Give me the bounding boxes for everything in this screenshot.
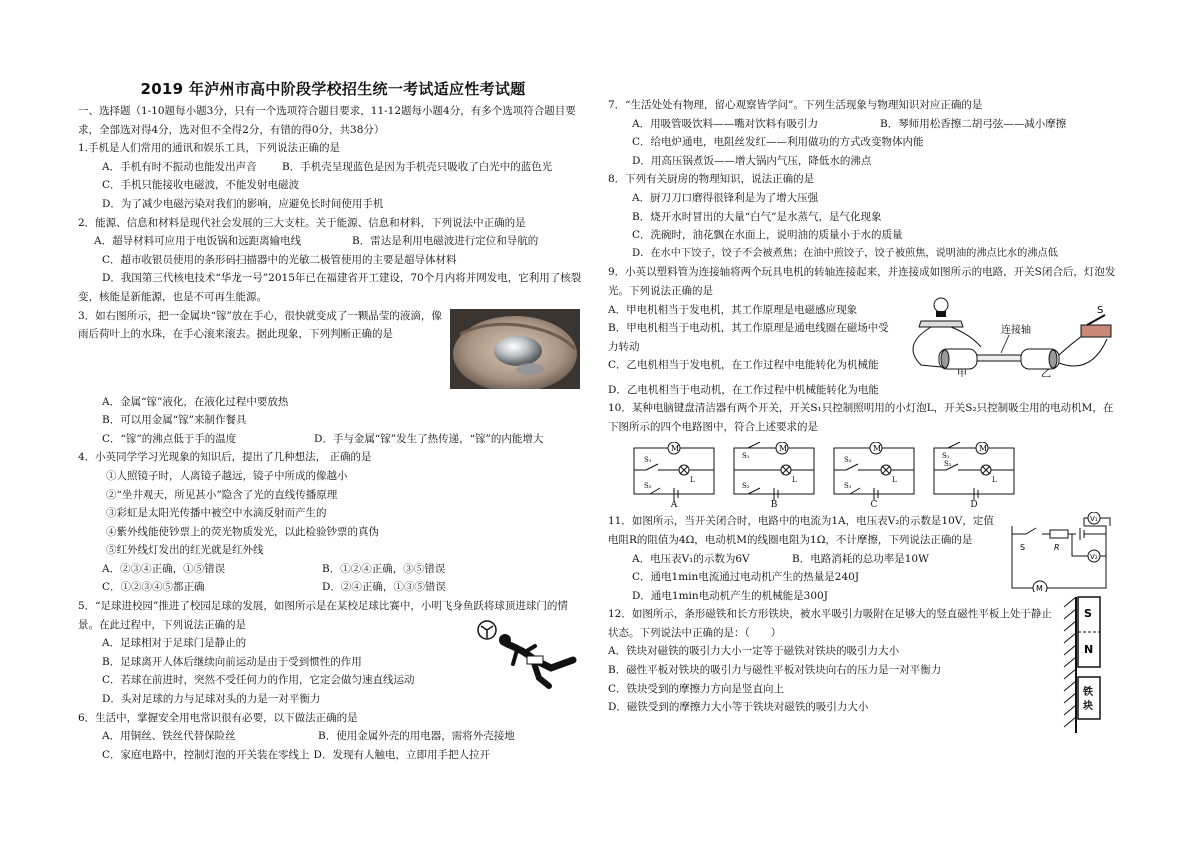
svg-text:L: L bbox=[892, 476, 897, 485]
question-1 bbox=[78, 139, 588, 213]
svg-text:S₁: S₁ bbox=[844, 482, 852, 491]
question-2 bbox=[78, 214, 588, 307]
circuit-a bbox=[630, 442, 718, 510]
statement-4: ④紫外线能使钞票上的荧光物质发光，以此检验钞票的真伪 bbox=[106, 525, 379, 538]
option-a: A．甲电机相当于发电机，其工作原理是电磁感应现象 bbox=[608, 303, 858, 316]
statement-5: ⑤红外线灯发出的红光就是红外线 bbox=[106, 544, 264, 557]
question-3 bbox=[78, 307, 588, 449]
option-d: D．为了减少电磁污染对我们的影响，应避免长时间使用手机 bbox=[102, 197, 384, 210]
circuit-b bbox=[730, 442, 818, 510]
fig-yi-label: 乙 bbox=[1041, 368, 1051, 377]
question-stem: 3．如右图所示，把一金属块“镓”放在手心，很快就变成了一颗晶莹的液滴，像雨后荷叶上的水珠，在手心滚来滚去。据此现象，下列判断正确的是 bbox=[78, 309, 442, 341]
option-row bbox=[78, 727, 588, 746]
question-stem: 10．某种电脑键盘清洁器有两个开关，开关S₁只控制照明用的小灯泡L，开关S₂只控制吸尘用的电动机M，在下图所示的四个电路图中，符合上述要求的是 bbox=[608, 402, 1114, 433]
question-stem: 11．如图所示，当开关闭合时，电路中的电流为1A，电压表V₂的示数是10V，定值电阻R的阻值为4Ω，电动机M的线圈电阻为1Ω，不计摩擦，下列说法正确的是 bbox=[608, 515, 994, 546]
option-c: C．乙电机相当于发电机，在工作过程中电能转化为机械能 bbox=[608, 359, 879, 372]
option-a: A．②③④正确，①⑤错误 bbox=[102, 562, 226, 575]
option-b: B．琴师用松香擦二胡弓弦——减小摩擦 bbox=[880, 117, 1067, 130]
question-stem: 7．“生活处处有物理，留心观察皆学问”。下列生活现象与物理知识对应正确的是 bbox=[608, 99, 983, 111]
section-instructions: 一、选择题（1-10题每小题3分，只有一个选项符合题目要求，11-12题每小题4分，有多个选项符合题目要求，全部选对得4分，选对但不全得2分，有错的得0分，共38分） bbox=[78, 105, 576, 136]
option-b: B．磁性平板对铁块的吸引力与磁性平板对铁块向右的压力是一对平衡力 bbox=[608, 664, 942, 677]
question-9-options bbox=[608, 301, 893, 375]
question-9-body bbox=[608, 301, 1123, 381]
option-row bbox=[78, 578, 588, 597]
circuit-c bbox=[830, 442, 918, 510]
question-9 bbox=[608, 263, 1123, 399]
svg-text:M: M bbox=[979, 444, 988, 454]
left-column bbox=[78, 78, 588, 764]
option-b: B．甲电机相当于电动机，其工作原理是通电线圈在磁场中受力转动 bbox=[608, 322, 889, 353]
gallium-hand-photo bbox=[450, 309, 580, 393]
magnet-plate-figure bbox=[1062, 595, 1112, 739]
option-b: B．手机壳呈现蓝色是因为手机壳只吸收了白光中的蓝色光 bbox=[282, 160, 553, 173]
option-d: D．②④正确，①③⑤错误 bbox=[322, 581, 446, 594]
question-stem: 12．如图所示，条形磁铁和长方形铁块，被水平吸引力吸附在足够大的竖直磁性平板上处于静止状态。下列说法中正确的是：（ ） bbox=[608, 608, 1052, 639]
circuit-d bbox=[930, 442, 1018, 510]
option-c: C．①②③④⑤都正确 bbox=[102, 581, 205, 594]
svg-text:M: M bbox=[779, 444, 788, 454]
option-row bbox=[78, 560, 588, 579]
option-c: C．手机只能接收电磁波，不能发射电磁波 bbox=[102, 179, 300, 192]
statement-3: ③彩虹是太阳光传播中被空中水滴反射而产生的 bbox=[106, 507, 327, 520]
svg-text:L: L bbox=[690, 476, 695, 485]
option-b: B．使用金属外壳的用电器，需将外壳接地 bbox=[318, 730, 515, 743]
option-d: D．头对足球的力与足球对头的力是一对平衡力 bbox=[102, 693, 321, 706]
option-d: D．发现有人触电，立即用手把人拉开 bbox=[313, 748, 490, 761]
question-12-body bbox=[608, 605, 1123, 739]
option-a: A．厨刀刀口磨得很锋利是为了增大压强 bbox=[632, 191, 819, 204]
option-c: C．通电1min电流通过电动机产生的热量是240J bbox=[632, 571, 860, 584]
question-stem: 2．能源、信息和材料是现代社会发展的三大支柱。关于能源、信息和材料，下列说法中正确的是 bbox=[78, 216, 526, 229]
svg-text:S₂: S₂ bbox=[742, 482, 750, 491]
question-12-text bbox=[608, 605, 1056, 717]
circuit-a-label: A bbox=[670, 500, 678, 511]
svg-text:S₂: S₂ bbox=[644, 482, 652, 491]
question-5-body bbox=[78, 634, 588, 708]
svg-text:M: M bbox=[1036, 584, 1043, 593]
svg-text:M: M bbox=[671, 444, 680, 454]
question-10 bbox=[608, 399, 1123, 510]
option-c: C．铁块受到的摩擦力方向是竖直向上 bbox=[608, 682, 785, 695]
option-row bbox=[78, 430, 588, 449]
statement-1: ①人照镜子时，人离镜子越远，镜子中所成的像越小 bbox=[106, 469, 348, 482]
circuit-options bbox=[630, 442, 1123, 510]
option-row bbox=[608, 115, 1123, 134]
question-5 bbox=[78, 597, 588, 709]
option-a: A．超导材料可应用于电饭锅和远距离输电线 bbox=[94, 235, 302, 248]
football-header-figure bbox=[473, 616, 583, 700]
option-a: A．手机有时不振动也能发出声音 bbox=[102, 160, 257, 173]
svg-text:S: S bbox=[1020, 543, 1026, 553]
option-a: A．铁块对磁铁的吸引力大小一定等于磁铁对铁块的吸引力大小 bbox=[608, 645, 900, 658]
option-c: C．“镓”的沸点低于手的温度 bbox=[102, 432, 237, 445]
fig-switch-label: S bbox=[1097, 304, 1104, 316]
option-d: D．在水中下饺子，饺子不会被煮焦；在油中煎饺子，饺子被煎焦，说明油的沸点比水的沸点低 bbox=[632, 247, 1058, 259]
question-6 bbox=[78, 709, 588, 765]
option-c: C．家庭电路中，控制灯泡的开关装在零线上 bbox=[102, 748, 310, 761]
question-7 bbox=[608, 96, 1123, 170]
question-11-text bbox=[608, 512, 998, 605]
option-row bbox=[78, 158, 588, 177]
option-row bbox=[78, 232, 588, 251]
svg-text:M: M bbox=[873, 444, 882, 454]
question-12 bbox=[608, 605, 1123, 739]
svg-text:S₂: S₂ bbox=[944, 460, 952, 469]
page-title: 2019 年泸州市高中阶段学校招生统一考试适应性考试题 bbox=[140, 80, 526, 98]
question-stem: 6．生活中，掌握安全用电常识很有必要，以下做法正确的是 bbox=[78, 711, 358, 724]
option-a: A．金属“镓”液化，在液化过程中要放热 bbox=[102, 395, 289, 408]
svg-text:S₁: S₁ bbox=[742, 452, 750, 461]
svg-text:V₁: V₁ bbox=[1090, 515, 1098, 524]
option-b: B．电路消耗的总功率是10W bbox=[792, 552, 929, 565]
fig-jia-label: 甲 bbox=[957, 368, 967, 377]
option-d: D．用高压锅煮饭——增大锅内气压，降低水的沸点 bbox=[632, 154, 872, 167]
option-a: A．用铜丝、铁丝代替保险丝 bbox=[102, 730, 236, 743]
option-b: B．可以用金属“镓”来制作餐具 bbox=[102, 414, 247, 427]
question-stem: 9．小英以塑料管为连接轴将两个玩具电机的转轴连接起来，并连接成如图所示的电路，开关S闭合后，灯泡发光。下列说法正确的是 bbox=[608, 266, 1116, 297]
option-d: D．我国第三代核电技术“华龙一号”2015年已在福建省开工建设，70个月内将并网发电，它利用了核裂变，核能是新能源，也是不可再生能源。 bbox=[78, 272, 582, 303]
option-row bbox=[78, 746, 588, 765]
option-row bbox=[608, 550, 998, 569]
svg-text:L: L bbox=[792, 476, 797, 485]
question-stem: 5．“足球进校园”推进了校园足球的发展，如图所示是在某校足球比赛中，小明飞身鱼跃将球顶进球门的情景。在此过程中，下列说法正确的是 bbox=[78, 600, 568, 631]
option-c: C．洗碗时，油花飘在水面上，说明油的质量小于水的质量 bbox=[632, 229, 903, 242]
circuit-d-label: D bbox=[970, 500, 978, 511]
option-a: A．电压表V₁的示数为6V bbox=[632, 552, 750, 565]
option-a: A．足球相对于足球门是静止的 bbox=[102, 637, 247, 650]
svg-text:R: R bbox=[1054, 543, 1060, 553]
question-8 bbox=[608, 170, 1123, 263]
magnet-n-label: N bbox=[1084, 643, 1094, 657]
question-stem: 8．下列有关厨房的物理知识，说法正确的是 bbox=[608, 173, 815, 186]
svg-text:S₁: S₁ bbox=[644, 456, 652, 465]
option-b: B．足球离开人体后继续向前运动是由于受到惯性的作用 bbox=[102, 655, 362, 668]
option-b: B．①②④正确，③⑤错误 bbox=[322, 562, 446, 575]
option-d: D．手与金属“镓”发生了热传递，“镓”的内能增大 bbox=[314, 432, 544, 445]
svg-text:L: L bbox=[992, 476, 997, 485]
circuit-c-label: C bbox=[870, 500, 878, 511]
option-d: D．通电1min电动机产生的机械能是300J bbox=[632, 589, 828, 602]
motor-circuit-figure bbox=[901, 295, 1116, 381]
svg-text:V₂: V₂ bbox=[1090, 553, 1098, 562]
option-b: B．烧开水时冒出的大量“白气”是水蒸气，是气化现象 bbox=[632, 210, 882, 223]
motor-resistor-circuit bbox=[1006, 512, 1118, 596]
option-c: C．给电炉通电，电阻丝发红——利用做功的方式改变物体内能 bbox=[632, 136, 924, 149]
circuit-b-label: B bbox=[770, 500, 778, 511]
option-d: D．磁铁受到的摩擦力大小等于铁块对磁铁的吸引力大小 bbox=[608, 701, 869, 714]
statement-2: ②“坐井观天，所见甚小”隐含了光的直线传播原理 bbox=[106, 488, 338, 501]
option-b: B．雷达是利用电磁波进行定位和导航的 bbox=[352, 235, 539, 248]
question-stem: 1.手机是人们常用的通讯和娱乐工具，下列说法正确的是 bbox=[78, 142, 341, 155]
right-column bbox=[608, 96, 1123, 739]
question-4 bbox=[78, 448, 588, 597]
option-a: A．用吸管吸饮料——嘴对饮料有吸引力 bbox=[632, 117, 819, 130]
svg-text:S₂: S₂ bbox=[844, 456, 852, 465]
option-c: C．若球在前进时，突然不受任何力的作用，它定会做匀速直线运动 bbox=[102, 674, 415, 687]
question-3-body bbox=[78, 307, 588, 393]
iron-block-label: 铁块 bbox=[1083, 687, 1093, 713]
question-11 bbox=[608, 512, 1123, 605]
svg-text:S₁: S₁ bbox=[942, 452, 950, 461]
question-stem: 4．小英同学学习光现象的知识后，提出了几种想法， 正确的是 bbox=[78, 451, 372, 464]
magnet-s-label: S bbox=[1084, 607, 1092, 621]
option-d: D．乙电机相当于电动机，在工作过程中机械能转化为电能 bbox=[608, 383, 879, 396]
question-5-options bbox=[78, 634, 473, 708]
question-11-body bbox=[608, 512, 1123, 605]
option-c: C．超市收银员使用的条形码扫描器中的光敏二极管使用的主要是超导体材料 bbox=[102, 253, 457, 266]
fig-axis-label: 连接轴 bbox=[1001, 324, 1031, 336]
